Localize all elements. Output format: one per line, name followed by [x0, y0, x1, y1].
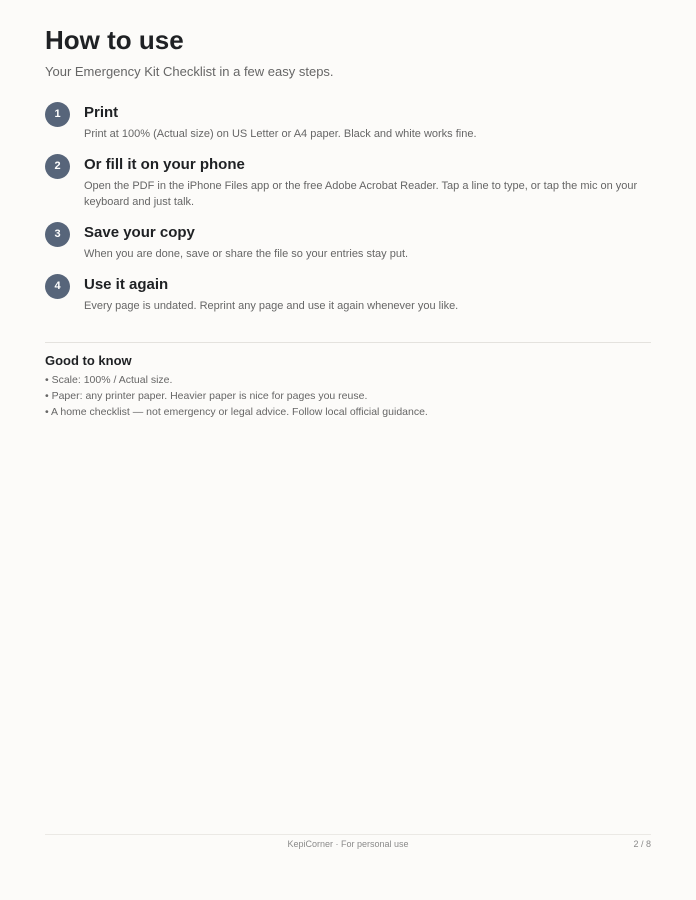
- footer-text: KepiCorner · For personal use: [287, 839, 409, 849]
- step-description: Every page is undated. Reprint any page and use it again whenever you like.: [84, 300, 459, 312]
- step-number-badge: 1: [45, 102, 70, 127]
- step-title: Print: [84, 104, 119, 121]
- step-title: Use it again: [84, 276, 169, 293]
- step-description: When you are done, save or share the file so your entries stay put.: [84, 248, 409, 260]
- step-number-badge: 4: [45, 274, 70, 299]
- step-title: Or fill it on your phone: [84, 156, 245, 173]
- good-to-know-heading: Good to know: [45, 353, 132, 368]
- list-item: • Scale: 100% / Actual size.: [45, 374, 173, 386]
- step-description: Open the PDF in the iPhone Files app or the free Adobe Acrobat Reader. Tap a line to type, or tap the mic on your keyboard and just talk.: [84, 180, 638, 208]
- list-item: • A home checklist — not emergency or legal advice. Follow local official guidance.: [45, 406, 428, 418]
- list-item: • Paper: any printer paper. Heavier paper is nice for pages you reuse.: [45, 390, 368, 402]
- step-description: Print at 100% (Actual size) on US Letter or A4 paper. Black and white works fine.: [84, 128, 477, 140]
- page-number: 2 / 8: [633, 839, 651, 849]
- step-number-badge: 3: [45, 222, 70, 247]
- page-title: How to use: [45, 25, 184, 55]
- page-subtitle: Your Emergency Kit Checklist in a few easy steps.: [45, 64, 334, 79]
- step-number-badge: 2: [45, 154, 70, 179]
- step-title: Save your copy: [84, 224, 195, 241]
- footer-divider: [45, 834, 651, 835]
- page: [45, 0, 651, 900]
- good-to-know-list: [45, 372, 428, 420]
- section-divider: [45, 342, 651, 343]
